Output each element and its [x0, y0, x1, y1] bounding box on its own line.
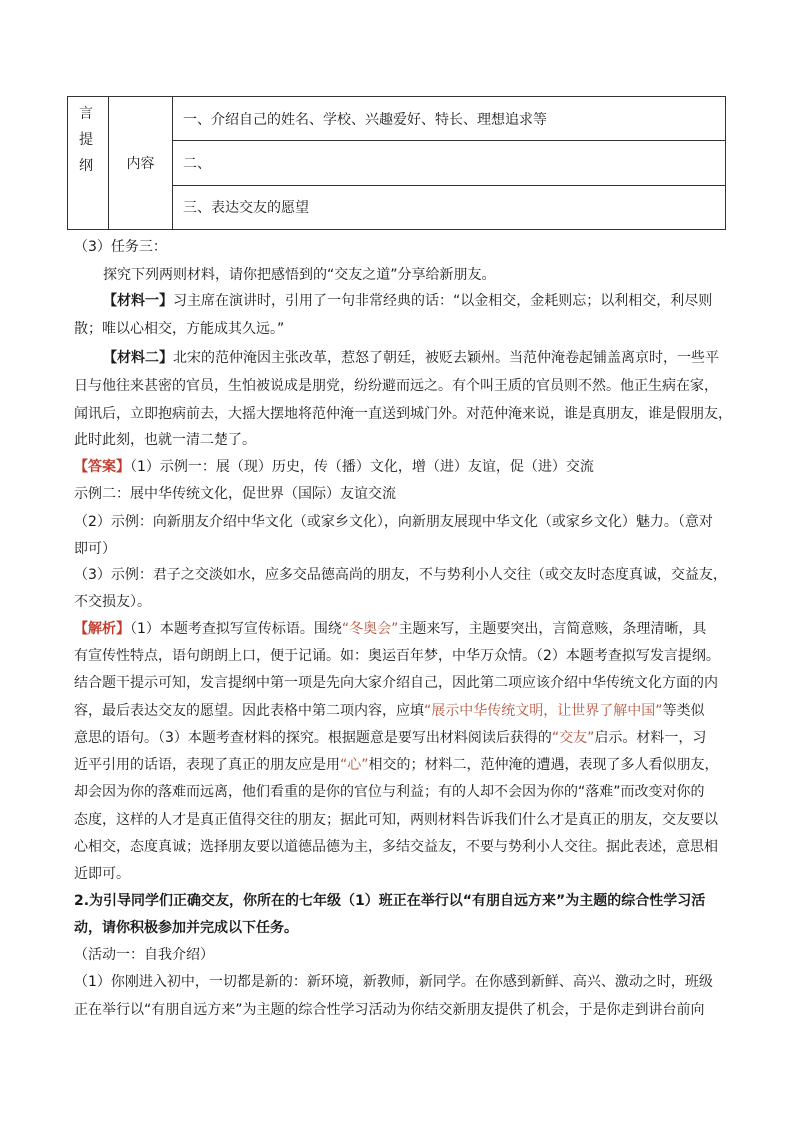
- material1-tag: 【材料一】: [103, 293, 173, 309]
- material2-tag: 【材料二】: [103, 350, 173, 366]
- answer-line: 【答案】（1）示例一：展（现）历史，传（播）文化，增（进）友谊，促（进）交流: [74, 459, 594, 475]
- answer-line: （3）示例：君子之交淡如水，应多交品德高尚的朋友，不与势利小人交往（或交友时态度真诚，交益友，: [74, 567, 727, 583]
- side-label-char: 提: [79, 132, 93, 148]
- content-label-cell: 内容: [109, 97, 173, 230]
- side-label-char: 言: [79, 106, 93, 122]
- analysis-line: 有宣传性特点，语句朗朗上口，便于记诵。如：奥运百年梦，中华万众情。（2）本题考查拟写发言提纲。: [74, 648, 720, 664]
- answer-line: 即可）: [74, 541, 116, 557]
- material1-line: 散；唯以心相交，方能成其久远。”: [74, 321, 285, 337]
- side-label-char: 纲: [79, 158, 93, 174]
- material2-line: 闻讯后，立即抱病前去，大摇大摆地将范仲淹一直送到城门外。对范仲淹来说，谁是真朋友，谁是假朋友，: [74, 406, 732, 422]
- material2-line: 日与他往来甚密的官员，生怕被说成是朋党，纷纷避而远之。有个叫王质的官员则不然。他正生病在家，: [74, 378, 718, 394]
- question2-paragraph: 正在举行以“有朋自远方来”为主题的综合性学习活动为你结交新朋友提供了机会，于是你走到讲台前向: [74, 1002, 705, 1018]
- question2-paragraph: （1）你刚进入初中，一切都是新的：新环境，新教师，新同学。在你感到新鲜、高兴、激动之时，班级: [74, 974, 713, 990]
- analysis-line: 【解析】（1）本题考查拟写宣传标语。围绕“冬奥会”主题来写，主题要突出，言简意赅，条理清晰，具: [74, 621, 707, 637]
- analysis-line: 结合题干提示可知，发言提纲中第一项是先向大家介绍自己，因此第二项应该介绍中华传统文化方面的内: [74, 675, 718, 691]
- material2-line: 【材料二】北宋的范仲淹因主张改革，惹怒了朝廷，被贬去颖州。当范仲淹卷起铺盖离京时，一些平: [103, 350, 719, 366]
- material1-line: 【材料一】习主席在演讲时，引用了一句非常经典的话：“以金相交，金耗则忘；以利相交，利尽则: [103, 293, 713, 309]
- answer-line: （2）示例：向新朋友介绍中华文化（或家乡文化），向新朋友展现中华文化（或家乡文化）魅力。（意对: [74, 514, 713, 530]
- question2-line: 2.为引导同学们正确交友，你所在的七年级（1）班正在举行以“有朋自远方来”为主题的综合性学习活: [74, 893, 706, 909]
- analysis-line: 容，最后表达交友的愿望。因此表格中第二项内容，应填“展示中华传统文明，让世界了解中国”等类似: [74, 703, 705, 719]
- outline-item-1: 一、介绍自己的姓名、学校、兴趣爱好、特长、理想追求等: [173, 97, 726, 141]
- analysis-line: 意思的语句。（3）本题考查材料的探究。根据题意是要写出材料阅读后获得的“交友”启示。材料一，习: [74, 730, 707, 746]
- speech-outline-table: [67, 96, 726, 230]
- analysis-tag: 【解析】: [74, 621, 130, 637]
- outline-item-2: 二、: [173, 141, 726, 185]
- analysis-line: 态度，这样的人才是真正值得交往的朋友；据此可知，两则材料告诉我们什么才是真正的朋友，交友要以: [74, 812, 718, 828]
- analysis-line: 却会因为你的落难而远离，他们看重的是你的官位与利益；有的人却不会因为你的“落难”而改变对你的: [74, 784, 705, 800]
- task3-intro: 探究下列两则材料，请你把感悟到的“交友之道”分享给新朋友。: [103, 267, 496, 283]
- answer-line: 示例二：展中华传统文化，促世界（国际）友谊交流: [74, 486, 396, 502]
- outline-side-label-cell: [68, 97, 109, 230]
- analysis-line: 近即可。: [74, 866, 130, 882]
- material2-line: 此时此刻，也就一清二楚了。: [74, 432, 256, 448]
- answer-line: 不交损友）。: [74, 594, 151, 610]
- question2-line: 动，请你积极参加并完成以下任务。: [74, 920, 298, 936]
- activity1-heading: （活动一：自我介绍）: [74, 947, 214, 963]
- outline-item-3: 三、表达交友的愿望: [173, 185, 726, 229]
- analysis-line: 心相交，态度真诚；选择朋友要以道德品德为主，多结交益友，不要与势利小人交往。据此表述，意思相: [74, 839, 718, 855]
- answer-tag: 【答案】: [74, 459, 130, 475]
- analysis-line: 近平引用的话语，表现了真正的朋友应是用“心”相交的；材料二，范仲淹的遭遇，表现了多人看似朋友，: [74, 757, 719, 773]
- task3-heading: （3）任务三：: [74, 239, 167, 255]
